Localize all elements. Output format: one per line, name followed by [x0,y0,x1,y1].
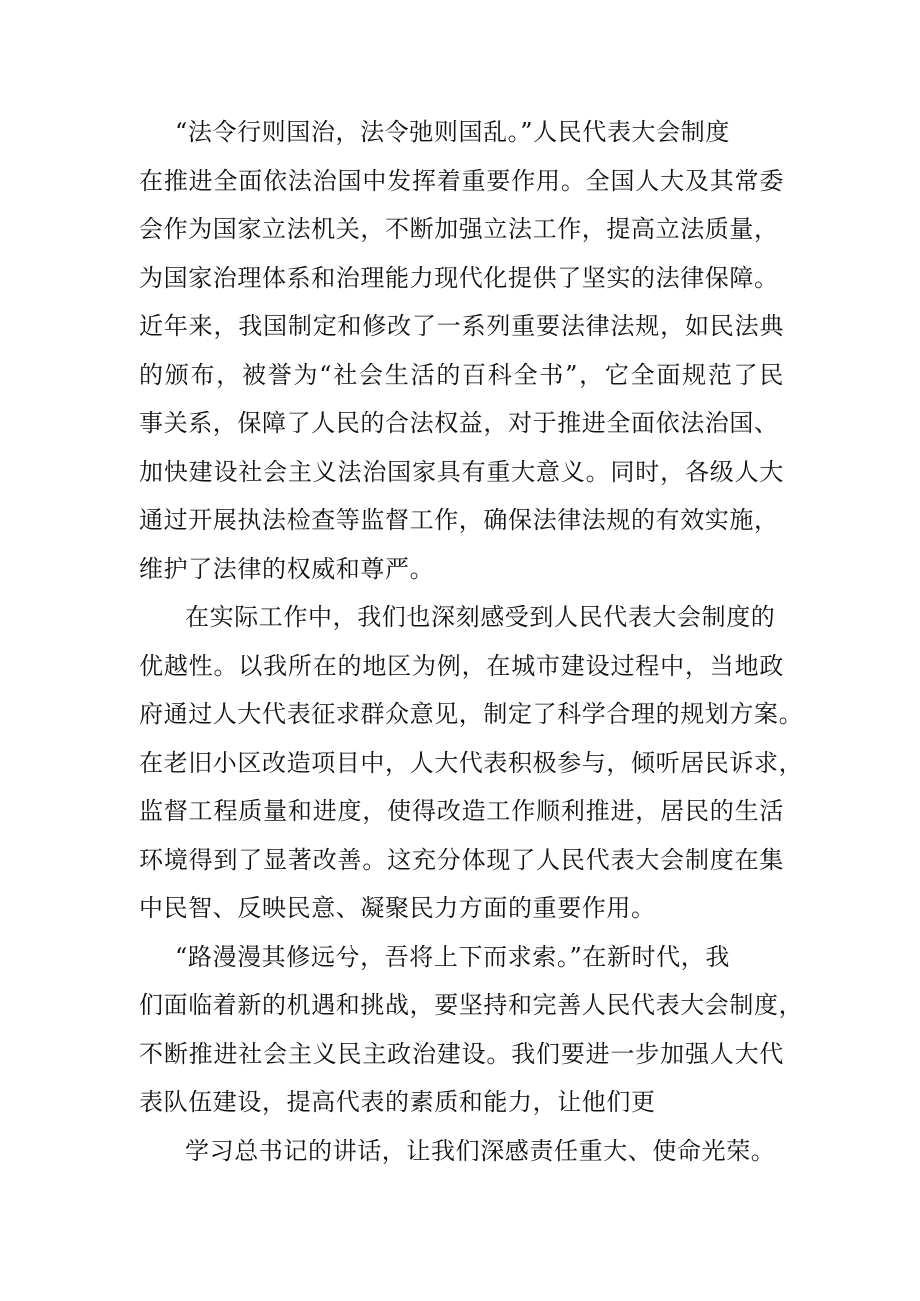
paragraph-2-line-3: 府通过人大代表征求群众意见，制定了科学合理的规划方案。 [139,700,804,728]
paragraph-1-line-4: 为国家治理体系和治理能力现代化提供了坚实的法律保障。 [139,263,779,292]
paragraph-1-line-3: 会作为国家立法机关，不断加强立法工作，提高立法质量， [139,215,779,243]
paragraph-1-line-2: 在推进全面依法治国中发挥着重要作用。全国人大及其常委 [139,166,784,195]
paragraph-3-line-3: 不断推进社会主义民主政治建设。我们要进一步加强人大代 [139,1039,784,1068]
paragraph-2-line-7: 中民智、反映民意、凝聚民力方面的重要作用。 [139,894,656,922]
paragraph-1-line-6: 的颁布，被誉为“社会生活的百科全书”，它全面规范了民 [139,360,784,389]
paragraph-2-line-1: 在实际工作中，我们也深刻感受到人民代表大会制度的 [185,603,776,631]
paragraph-3-line-4: 表队伍建设，提高代表的素质和能力，让他们更 [139,1088,656,1116]
paragraph-1-line-1: “法令行则国治，法令弛则国乱。”人民代表大会制度 [175,118,730,146]
paragraph-4-line-1: 学习总书记的讲话，让我们深感责任重大、使命光荣。 [185,1136,776,1165]
body-text [139,108,804,1175]
paragraph-1-line-8: 加快建设社会主义法治国家具有重大意义。同时，各级人大 [139,457,784,486]
paragraph-1-line-5: 近年来，我国制定和修改了一系列重要法律法规，如民法典 [139,312,784,340]
paragraph-1-line-9: 通过开展执法检查等监督工作，确保法律法规的有效实施， [139,506,779,534]
paragraph-2-line-6: 环境得到了显著改善。这充分体现了人民代表大会制度在集 [139,845,784,874]
paragraph-3-line-2: 们面临着新的机遇和挑战，要坚持和完善人民代表大会制度， [139,991,804,1019]
paragraph-2-line-5: 监督工程质量和进度，使得改造工作顺利推进，居民的生活 [139,797,784,825]
paragraph-1-line-10: 维护了法律的权威和尊严。 [139,554,435,583]
paragraph-2-line-4: 在老旧小区改造项目中，人大代表积极参与，倾听居民诉求， [139,748,804,777]
paragraph-1-line-7: 事关系，保障了人民的合法权益，对于推进全面依法治国、 [139,409,779,437]
paragraph-3-line-1: “路漫漫其修远兮，吾将上下而求索。”在新时代，我 [175,942,730,971]
paragraph-2-line-2: 优越性。以我所在的地区为例，在城市建设过程中，当地政 [139,651,784,680]
